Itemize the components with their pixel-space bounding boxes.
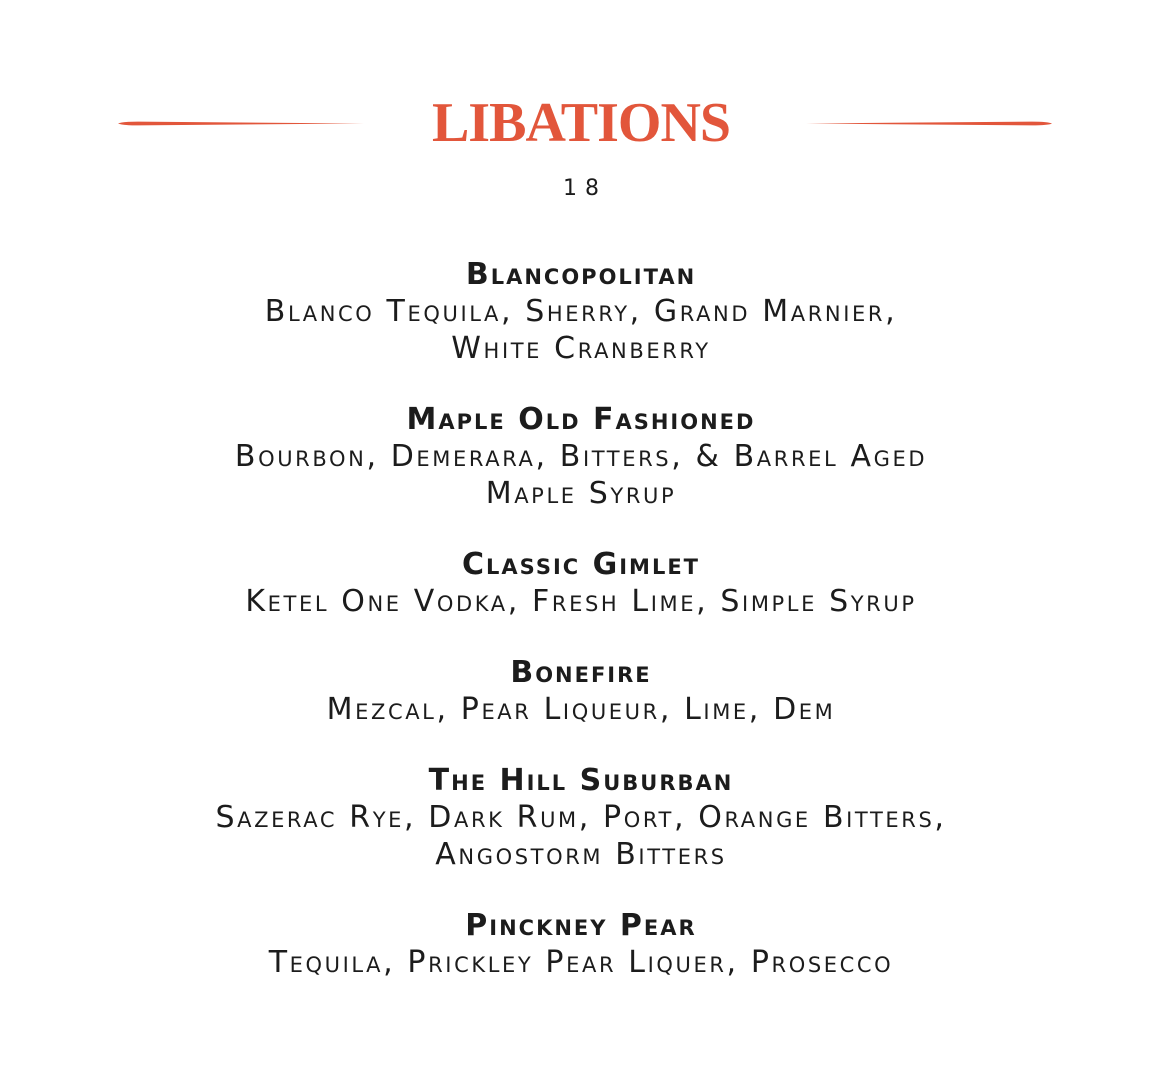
menu-title: LIBATIONS	[431, 92, 731, 154]
right-decorative-rule	[806, 121, 1052, 126]
menu-item	[0, 654, 1162, 728]
cocktail-ingredients: Blanco Tequila, Sherry, Grand Marnier, White Cranberry	[264, 294, 898, 366]
menu-item	[0, 401, 1162, 512]
cocktail-list	[0, 256, 1162, 1015]
cocktail-name: Blancopolitan	[465, 257, 697, 292]
cocktail-name: Pinckney Pear	[465, 908, 697, 943]
cocktail-ingredients: Bourbon, Demerara, Bitters, & Barrel Aged Maple Syrup	[234, 439, 928, 511]
menu-item	[0, 546, 1162, 620]
menu-item	[0, 256, 1162, 367]
cocktail-ingredients: Ketel One Vodka, Fresh Lime, Simple Syrup	[245, 584, 917, 619]
cocktail-name: Bonefire	[510, 655, 652, 690]
menu-header	[0, 88, 1162, 158]
section-price: 18	[563, 176, 607, 201]
cocktail-name: Classic Gimlet	[461, 547, 700, 582]
cocktail-ingredients: Sazerac Rye, Dark Rum, Port, Orange Bitters, Angostorm Bitters	[215, 800, 947, 872]
menu-item	[0, 907, 1162, 981]
cocktail-name: The Hill Suburban	[428, 763, 734, 798]
cocktail-ingredients: Mezcal, Pear Liqueur, Lime, Dem	[326, 692, 836, 727]
cocktail-name: Maple Old Fashioned	[406, 402, 756, 437]
cocktail-ingredients: Tequila, Prickley Pear Liquer, Prosecco	[268, 945, 894, 980]
menu-item	[0, 762, 1162, 873]
